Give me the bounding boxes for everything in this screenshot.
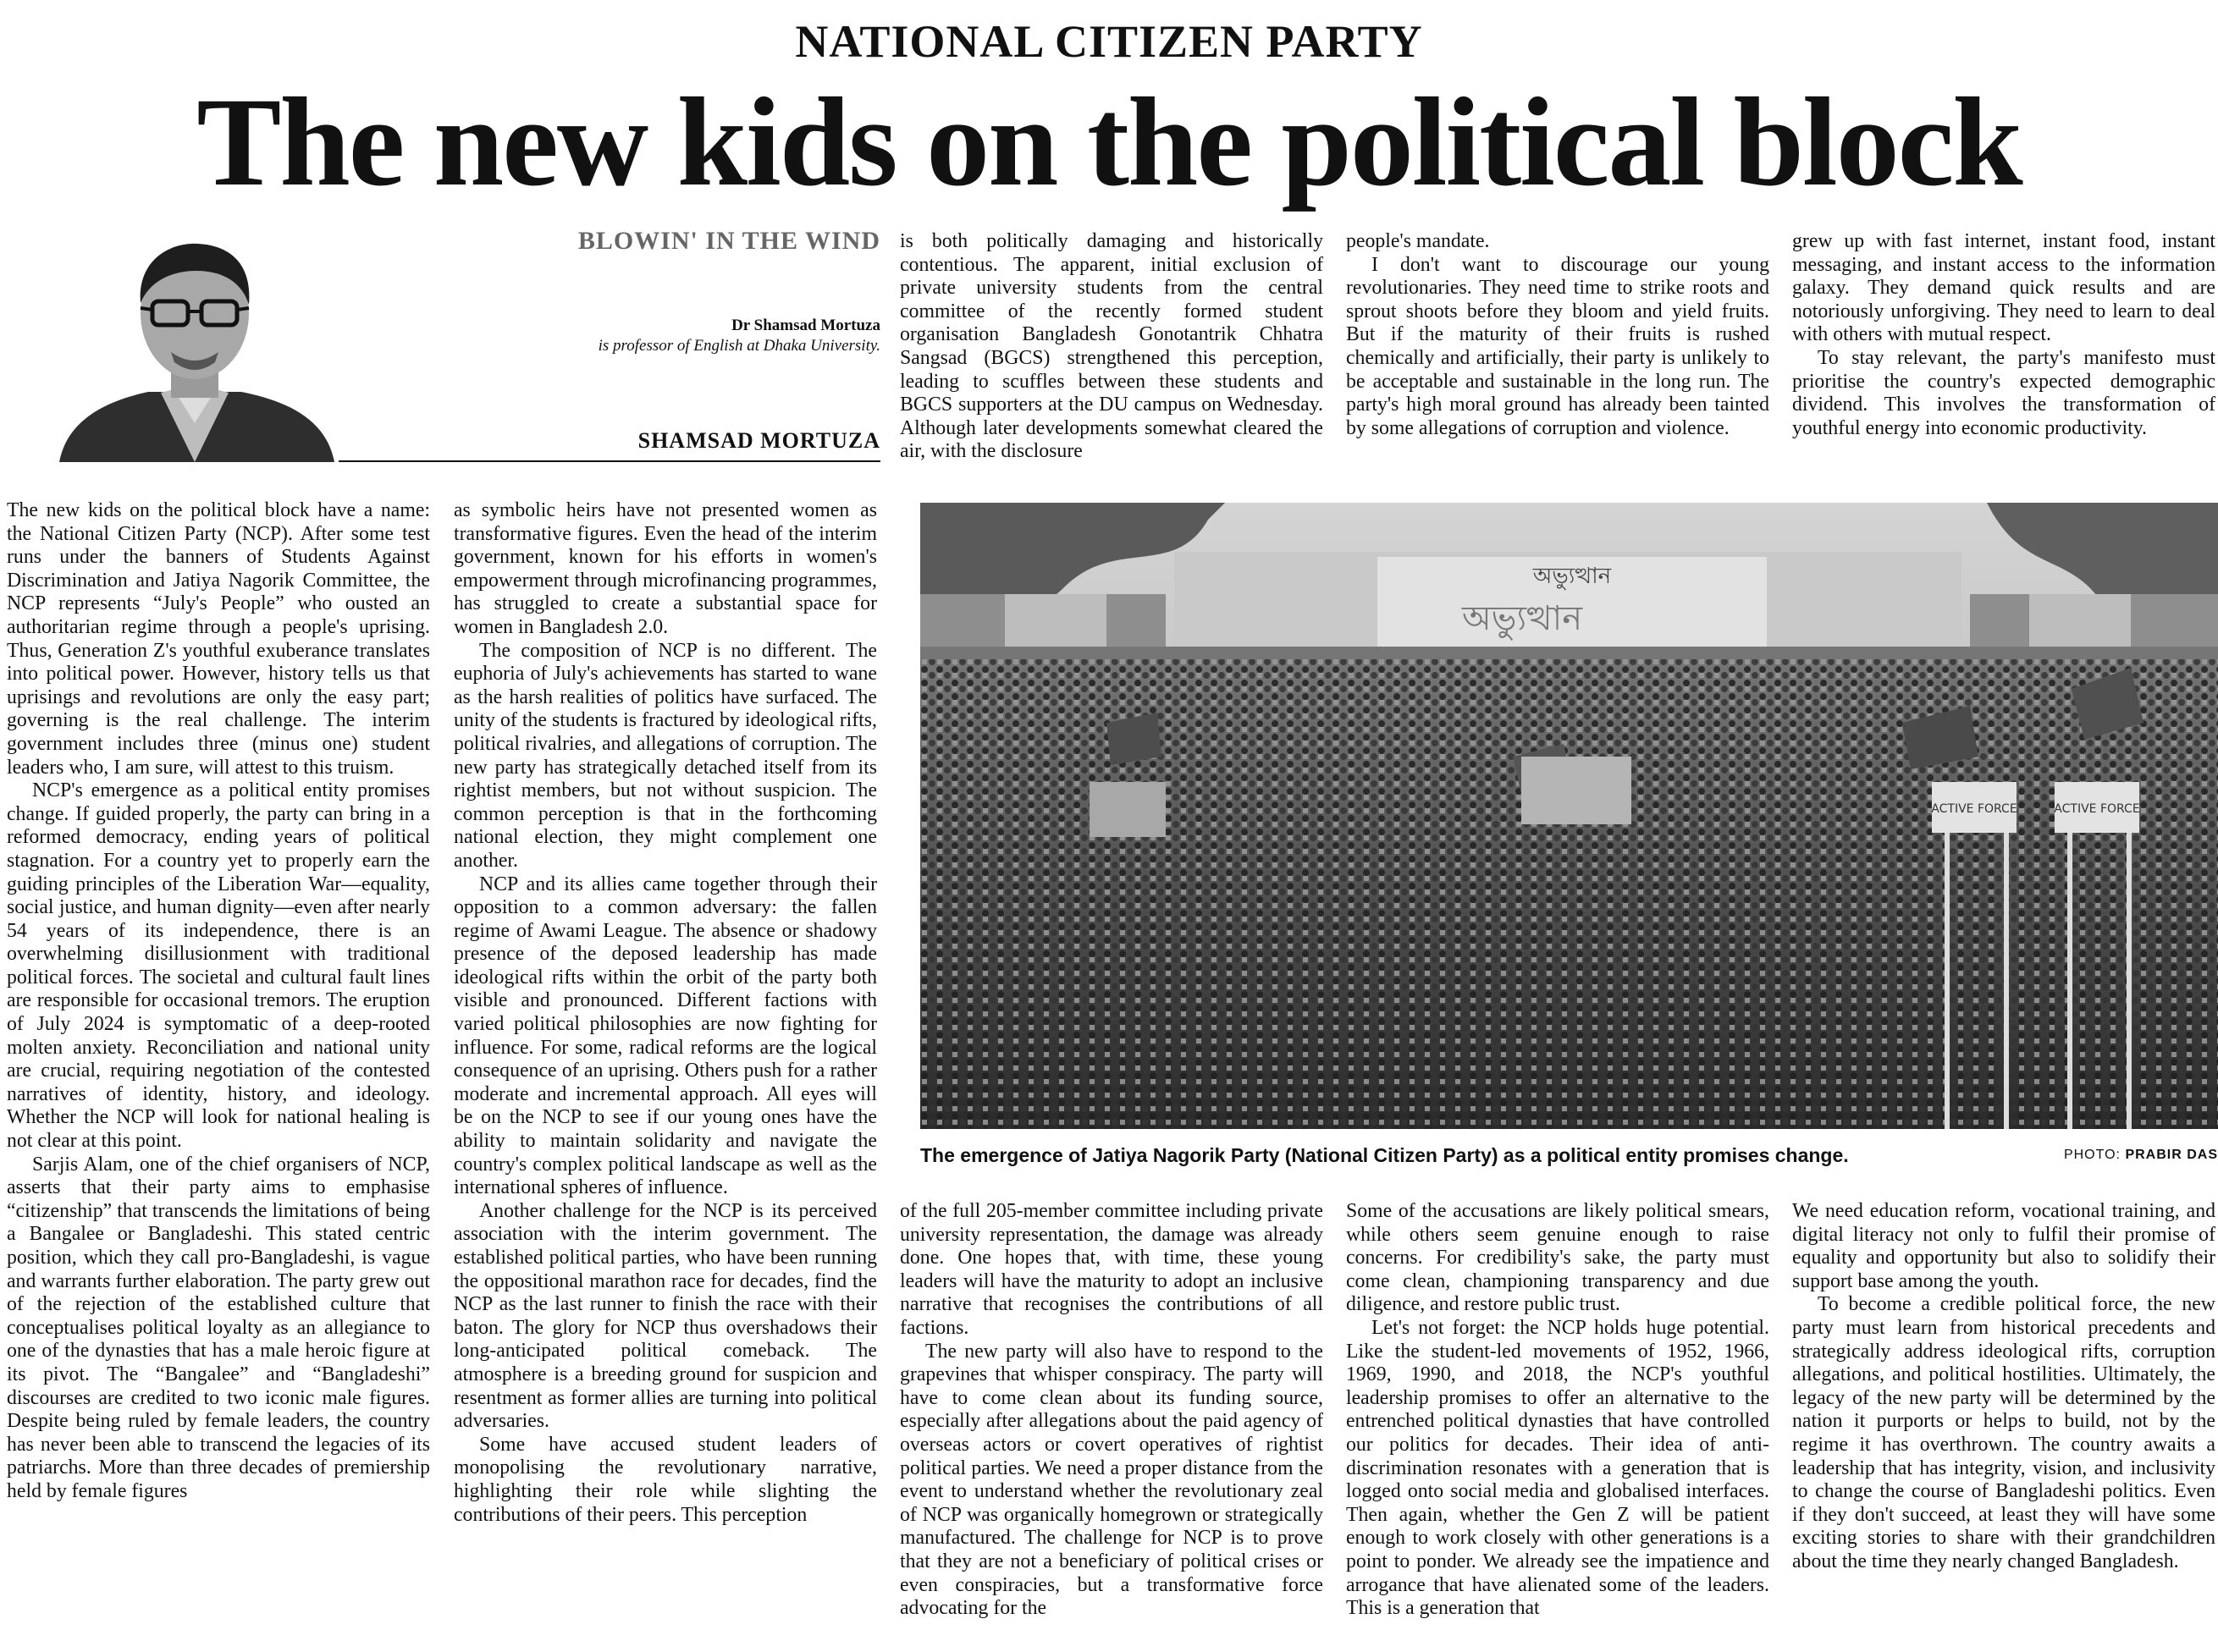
paragraph: We need education reform, vocational training, and digital literacy not only to fulfil their promise of equality and opportunity but also to solidify their support base among the youth. [1792,1200,2215,1292]
article-col-1 [7,499,430,1504]
photo-credit-label: PHOTO: [2063,1148,2121,1162]
paragraph: Sarjis Alam, one of the chief organisers of NCP, asserts that their party aims to emphasise “citizenship” that transcends the limitations of being a Bangalee or Bangladeshi. This stated centric position, which they call pro-Bangladeshi, is vague and warrants further elaboration. The party grew out of the rejection of the established culture that conceptualises political loyalty as an allegiance to one of the dynasties that has a male heroic figure at its pivot. The “Bangalee” and “Bangladeshi” discourses are credited to two iconic male figures. Despite being ruled by female leaders, the country has never been able to transcend the legacies of its patriarchs. More than three decades of premiership held by female figures [7,1153,430,1502]
article-col-4-bottom [1346,1200,1769,1621]
paragraph: grew up with fast internet, instant food, instant messaging, and instant access to the information galaxy. They demand quick results and are notoriously unforgiving. They need to learn to deal with others with mutual respect. [1792,230,2215,346]
paragraph: The new kids on the political block have a name: the National Citizen Party (NCP). After some test runs under the banners of Students Against Discrimination and Jatiya Nagorik Committee, the NCP represents “July's People” who ousted an authoritarian regime through a people's uprising. Thus, Generation Z's youthful exuberance translates into political power. However, history tells us that uprisings and revolutions are only the easy part; governing is the real challenge. The interim government includes three (minus one) student leaders who, I am sure, will attest to this truism. [7,499,430,779]
author-bio-title: is professor of English at Dhaka University. [598,337,880,355]
author-portrait-illustration [42,227,347,462]
gate-sign-left: ACTIVE FORCE [1931,802,2017,816]
headline: The new kids on the political block [196,72,2022,212]
byline-rule [339,460,880,462]
paragraph: is both politically damaging and historically contentious. The apparent, initial exclusion of private university students from the central committee of the recently formed student organisation Bangladesh Gonotantrik Chhatra Sangsad (BGCS) strengthened this perception, leading to scuffles between these students and BGCS supporters at the DU campus on Wednesday. Although later developments somewhat cleared the air, with the disclosure [900,230,1323,463]
paragraph: as symbolic heirs have not presented women as transformative figures. Even the head of the interim government, known for his efforts in women's empowerment through microfinancing programmes, has struggled to create a substantial space for women in Bangladesh 2.0. [454,499,877,638]
paragraph: NCP's emergence as a political entity promises change. If guided properly, the party can bring in a reformed democracy, ending years of political stagnation. For a country yet to properly earn the guiding principles of the Liberation War—equality, social justice, and human dignity—even after nearly 54 years of its independence, there is an overwhelming disillusionment with traditional political forces. The societal and cultural fault lines are responsible for occasional tremors. The eruption of July 2024 is symptomatic of a deep-rooted molten anxiety. Reconciliation and national unity are crucial, requiring negotiation of the contested narratives of identity, history, and ideology. Whether the NCP will look for national healing is not clear at this point. [7,779,430,1153]
paragraph: To stay relevant, the party's manifesto must prioritise the country's expected demographic dividend. This involves the transformation of youthful energy into economic productivity. [1792,346,2215,439]
stage-banner-small: অভ্যুত্থান [1532,564,1612,589]
article-col-5-bottom [1792,1200,2215,1574]
paragraph: To become a credible political force, the new party must learn from historical precedents and strategically address ideological rifts, corruption allegations, and political hostilities. Ultimately, the legacy of the new party will be determined by the nation it purports or helps to build, not by the regime it has overthrown. The country awaits a leadership that has integrity, vision, and inclusivity to change the course of Bangladeshi politics. Even if they don't succeed, at least they will have some exciting stories to share with their grandchildren about the time they nearly changed Bangladesh. [1792,1293,2215,1572]
paragraph: Another challenge for the NCP is its perceived association with the interim government. The established political parties, who have been running the oppositional marathon race for decades, find the NCP as the last runner to finish the race with their baton. The glory for NCP thus overshadows their long-anticipated political comeback. The atmosphere is a breeding ground for suspicion and resentment as former allies are turning into political adversaries. [454,1199,877,1433]
paragraph: of the full 205-member committee including private university representation, the damage was already done. One hopes that, with time, these young leaders will have the maturity to adopt an inclusive narrative that recognises the contributions of all factions. [900,1200,1323,1339]
paragraph: people's mandate. [1346,230,1490,252]
gate-sign-right: ACTIVE FORCE [2054,802,2140,816]
author-box [8,227,880,462]
photo-credit-name: PRABIR DAS [2125,1148,2218,1162]
paragraph: The new party will also have to respond to the grapevines that whisper conspiracy. The party will have to come clean about its funding source, especially after allegations about the paid agency of overseas actors or covert operatives of rightist political parties. We need a proper distance from the event to understand whether the revolutionary zeal of NCP was organically homegrown or strategically manufactured. The challenge for NCP is to prove that they are not a beneficiary of political crises or even conspiracies, but a transformative force advocating for the [900,1340,1323,1620]
caption-text: The emergence of Jatiya Nagorik Party (National Citizen Party) as a political entity promises change. [920,1144,1849,1166]
byline: SHAMSAD MORTUZA [637,428,880,453]
article-col-3-bottom [900,1200,1323,1621]
rally-photo-illustration [920,503,2218,1129]
paragraph: NCP and its allies came together through their opposition to a common adversary: the fallen regime of Awami League. The absence or shadowy presence of the deposed leadership has made ideological rifts within the orbit of the party both visible and pronounced. Different factions with varied political philosophies are now fighting for influence. For some, radical reforms are the logical consequence of an uprising. Others push for a rather moderate and incremental approach. All eyes will be on the NCP to see if our young ones have the ability to maintain solidarity and navigate the country's complex political landscape as well as the international spheres of influence. [454,873,877,1199]
paragraph: Some of the accusations are likely political smears, while others seem genuine enough to raise concerns. For credibility's sake, the party must come clean, championing transparency and due diligence, and restore public trust. [1346,1200,1769,1316]
paragraph: Some have accused student leaders of monopolising the revolutionary narrative, highlighting their role while slighting the contributions of their peers. This perception [454,1433,877,1526]
paragraph: The composition of NCP is no different. The euphoria of July's achievements has started to wane as the harsh realities of politics have surfaced. The unity of the students is fractured by ideological rifts, political rivalries, and allegations of corruption. The new party has strategically detached itself from its rightist members, but not without suspicion. The common perception is that in the forthcoming national election, they might complement one another. [454,639,877,872]
photo-credit [2064,1148,2218,1163]
paragraph: I don't want to discourage our young revolutionaries. They need time to strike roots and sprout shoots before they bloom and yield fruits. But if the maturity of their fruits is rushed chemically and artificially, their party is unlikely to be acceptable and sustainable in the long run. The party's high moral ground has already been tainted by some allegations of corruption and violence. [1346,253,1769,439]
article-col-3-top [900,230,1323,464]
article-col-5-top [1792,230,2215,440]
rally-photo [920,503,2218,1129]
article-col-4-top [1346,230,1769,440]
author-portrait [42,227,347,462]
stage-banner-large: অভ্যুত্থান [1462,599,1583,638]
column-name: BLOWIN' IN THE WIND [577,227,880,255]
author-bio-name: Dr Shamsad Mortuza [731,317,880,334]
article-col-2 [454,499,877,1527]
photo-caption [920,1144,2218,1167]
section-kicker: NATIONAL CITIZEN PARTY [795,16,1423,67]
paragraph: Let's not forget: the NCP holds huge potential. Like the student-led movements of 1952, 1966, 1969, 1990, and 2018, the NCP's youthful leadership promises to offer an alternative to the entrenched political dynasties that have controlled our politics for decades. Their idea of anti-discrimination resonates with a generation that is logged onto social media and globalised interfaces. Then again, whether the Gen Z will be patient enough to work closely with other generations is a point to ponder. We already see the impatience and arrogance that have alienated some of the leaders. This is a generation that [1346,1316,1769,1620]
